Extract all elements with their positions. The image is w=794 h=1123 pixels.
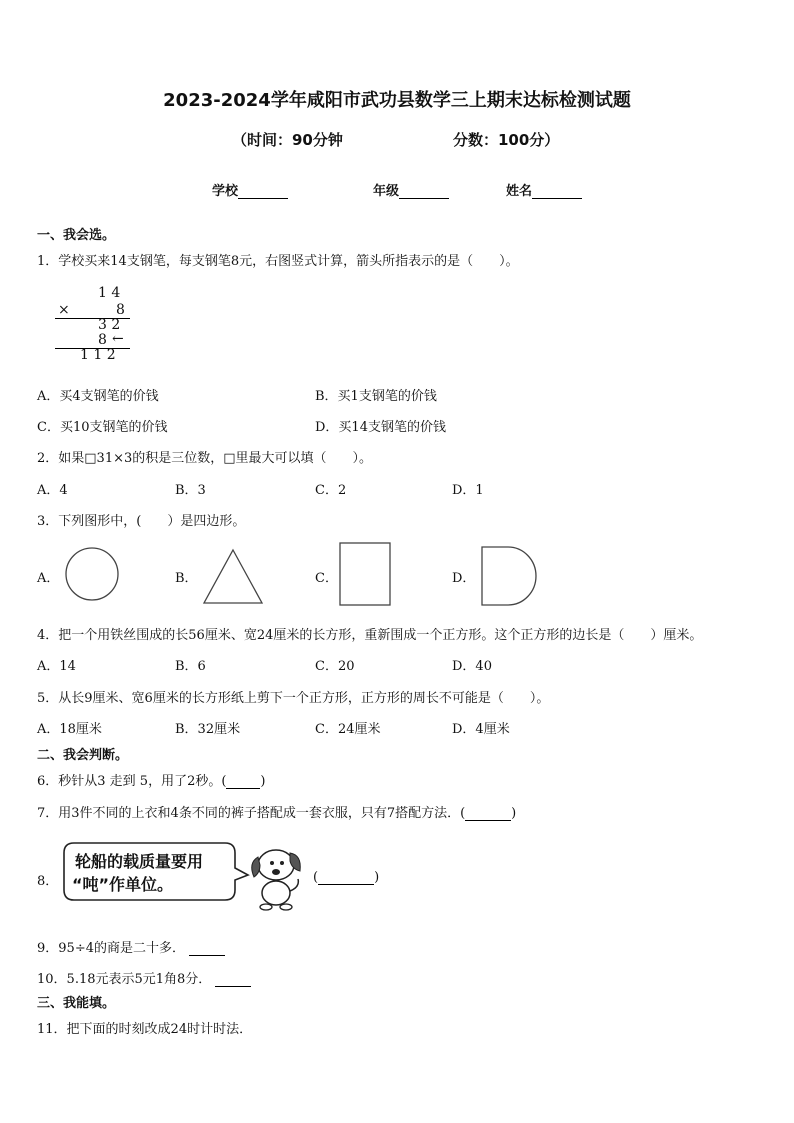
vm-row-2: 8 (116, 302, 125, 318)
q6-answer-blank[interactable] (226, 776, 260, 789)
q6-text: 6．秒针从3 走到 5，用了2秒。( (37, 774, 227, 789)
name-label: 姓名 (506, 184, 533, 199)
grade-input[interactable] (399, 184, 449, 199)
q3-option-c[interactable]: C． (315, 571, 338, 586)
vm-times: × (58, 302, 70, 318)
q7-answer-blank[interactable] (465, 808, 511, 821)
q2-option-c[interactable]: C．2 (315, 483, 347, 498)
question-8-label: 8． (37, 874, 59, 889)
q5-option-d[interactable]: D．4厘米 (452, 722, 510, 737)
exam-time: （时间：90分钟 (232, 131, 343, 149)
q5-option-a[interactable]: A．18厘米 (37, 722, 102, 737)
q1-option-c[interactable]: C．买10支钢笔的价钱 (37, 420, 168, 435)
q9-text: 9．95÷4的商是二十多． (37, 941, 185, 956)
q2-option-b[interactable]: B．3 (175, 483, 206, 498)
question-7 (37, 802, 516, 821)
vm-row-4: 8 (98, 332, 107, 348)
page-title: 2023-2024学年咸阳市武功县数学三上期末达标检测试题 (163, 90, 631, 111)
grade-label: 年级 (373, 184, 400, 199)
q8-paren-open: ( (313, 870, 319, 885)
rectangle-icon (339, 542, 392, 607)
question-5: 5．从长9厘米、宽6厘米的长方形纸上剪下一个正方形，正方形的周长不可能是（ ）。 (37, 691, 550, 706)
d-shape-icon (480, 545, 538, 607)
vm-row-5: 1 1 2 (80, 347, 116, 363)
circle-icon (64, 546, 122, 604)
q1-option-d[interactable]: D．买14支钢笔的价钱 (315, 420, 446, 435)
q8-answer-blank[interactable] (318, 872, 374, 885)
q4-option-d[interactable]: D．40 (452, 659, 492, 674)
q1-option-a[interactable]: A．买4支钢笔的价钱 (37, 389, 159, 404)
q3-option-a[interactable]: A． (37, 571, 60, 586)
school-label: 学校 (212, 184, 239, 199)
question-9 (37, 937, 225, 956)
q1-option-b[interactable]: B．买1支钢笔的价钱 (315, 389, 437, 404)
q3-option-b[interactable]: B． (175, 571, 198, 586)
q2-option-d[interactable]: D．1 (452, 483, 484, 498)
exam-score: 分数：100分） (453, 131, 560, 149)
q9-answer-blank[interactable] (189, 943, 225, 956)
question-4: 4．把一个用铁丝围成的长56厘米、宽24厘米的长方形，重新围成一个正方形。这个正方形的边长是（ ）厘米。 (37, 628, 703, 643)
vm-row-3: 3 2 (98, 317, 121, 333)
q10-text: 10．5.18元表示5元1角8分． (37, 972, 212, 987)
question-10 (37, 968, 251, 987)
q7-text: 7．用3件不同的上衣和4条不同的裤子搭配成一套衣服，只有7搭配方法．( (37, 806, 466, 821)
q5-option-c[interactable]: C．24厘米 (315, 722, 381, 737)
school-field (212, 180, 288, 199)
q7-close: ) (511, 806, 517, 821)
bubble-line-2: “吨”作单位。 (72, 875, 174, 894)
q5-option-b[interactable]: B．32厘米 (175, 722, 241, 737)
q4-option-c[interactable]: C．20 (315, 659, 355, 674)
q4-option-a[interactable]: A．14 (37, 659, 76, 674)
grade-field (373, 180, 449, 199)
question-6 (37, 770, 266, 789)
q10-answer-blank[interactable] (215, 974, 251, 987)
name-input[interactable] (532, 184, 582, 199)
bubble-line-1: 轮船的载质量要用 (75, 852, 204, 871)
section-heading-3: 三、我能填。 (37, 996, 116, 1011)
q8-answer (313, 870, 379, 885)
arrow-left-icon: ← (112, 331, 124, 347)
triangle-icon (202, 548, 264, 605)
q8-paren-close: ) (374, 870, 380, 885)
question-3: 3．下列图形中，( ）是四边形。 (37, 514, 246, 529)
section-heading-2: 二、我会判断。 (37, 748, 129, 763)
q3-option-d[interactable]: D． (452, 571, 476, 586)
q2-option-a[interactable]: A．4 (37, 483, 68, 498)
q6-close: ) (260, 774, 266, 789)
section-heading-1: 一、我会选。 (37, 228, 116, 243)
question-11: 11．把下面的时刻改成24时计时法． (37, 1022, 253, 1037)
dog-icon (246, 843, 306, 913)
q4-option-b[interactable]: B．6 (175, 659, 206, 674)
name-field (506, 180, 582, 199)
question-2: 2．如果□31×3的积是三位数，□里最大可以填（ ）。 (37, 451, 373, 466)
school-input[interactable] (238, 184, 288, 199)
vm-row-1: 1 4 (98, 285, 121, 301)
question-1: 1．学校买来14支钢笔，每支钢笔8元，右图竖式计算，箭头所指表示的是（ ）。 (37, 254, 519, 269)
